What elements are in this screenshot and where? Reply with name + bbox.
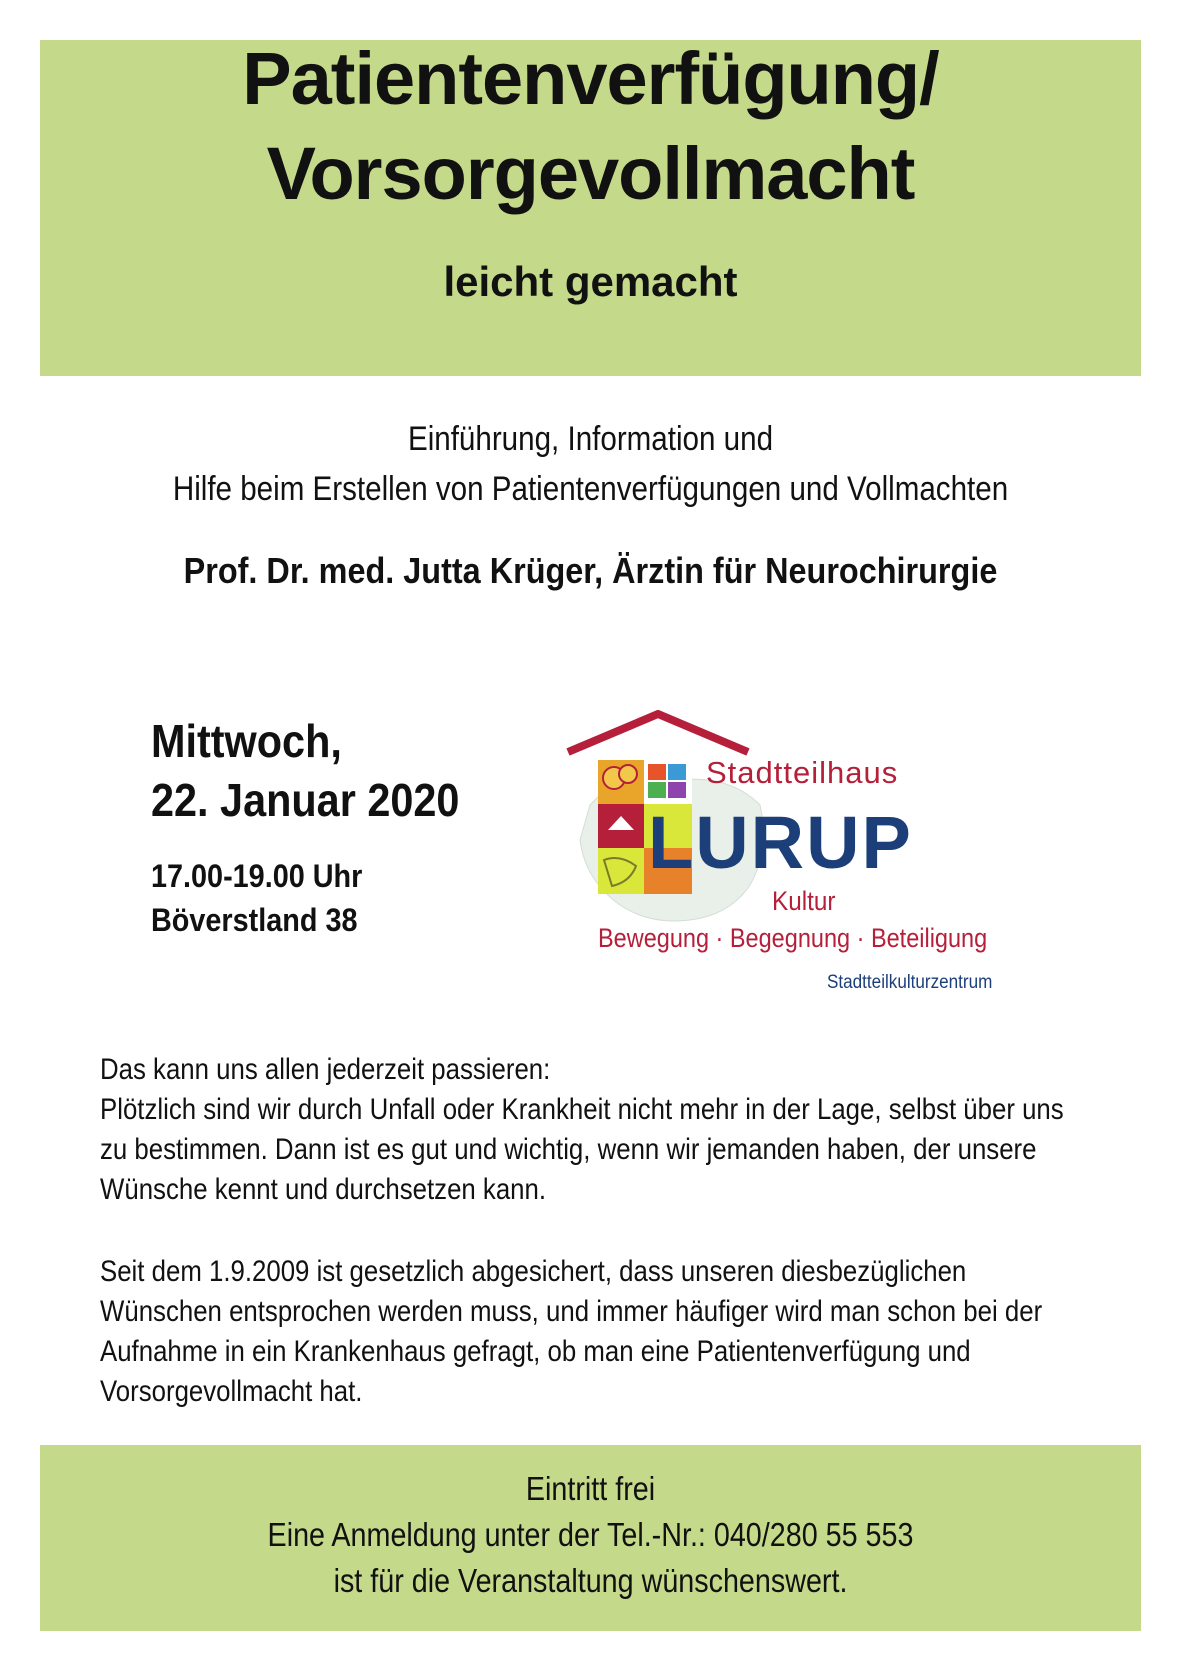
paragraph-2-line: Seit dem 1.9.2009 ist gesetzlich abgesichert, dass unseren diesbezüglichen [100, 1255, 967, 1288]
logo-name-big: LURUP [648, 801, 913, 884]
title-line-1: Patientenverfügung/ [242, 37, 939, 120]
title-line-2: Vorsorgevollmacht [266, 132, 915, 215]
logo-subline: Stadtteilkulturzentrum [827, 972, 993, 993]
intro-line-1: Einführung, Information und [407, 420, 774, 458]
subtitle: leicht gemacht [443, 258, 738, 305]
paragraph-1-line: Das kann uns allen jederzeit passieren: [100, 1053, 551, 1086]
paragraph-1-line: Wünsche kennt und durchsetzen kann. [100, 1173, 547, 1206]
paragraph-1-line: Plötzlich sind wir durch Unfall oder Krankheit nicht mehr in der Lage, selbst über uns [100, 1093, 1064, 1126]
event-date: 22. Januar 2020 [151, 774, 460, 826]
event-weekday: Mittwoch, [151, 715, 342, 767]
speaker: Prof. Dr. med. Jutta Krüger, Ärztin für Neurochirurgie [183, 550, 998, 591]
footer-admission: Eintritt frei [525, 1470, 656, 1507]
footer-note: ist für die Veranstaltung wünschenswert. [333, 1562, 848, 1599]
paragraph-2-line: Aufnahme in ein Krankenhaus gefragt, ob man eine Patientenverfügung und [100, 1335, 971, 1368]
paragraph-2 [100, 1252, 1043, 1412]
footer-registration: Eine Anmeldung unter der Tel.-Nr.: 040/280 55 553 [267, 1516, 914, 1553]
event-time: 17.00-19.00 Uhr [151, 858, 363, 894]
paragraph-1 [100, 1050, 1064, 1210]
intro-line-2: Hilfe beim Erstellen von Patientenverfügungen und Vollmachten [172, 470, 1009, 508]
stadtteilhaus-lurup-logo [560, 710, 1020, 1010]
logo-name-top: Stadtteilhaus [706, 755, 899, 790]
paragraph-2-line: Vorsorgevollmacht hat. [100, 1375, 363, 1408]
paragraph-2-line: Wünschen entsprochen werden muss, und immer häufiger wird man schon bei der [100, 1295, 1043, 1328]
event-address: Böverstland 38 [151, 902, 358, 938]
logo-kultur: Kultur [772, 886, 836, 916]
logo-tagline: Bewegung · Begegnung · Beteiligung [598, 923, 988, 953]
paragraph-1-line: zu bestimmen. Dann ist es gut und wichtig, wenn wir jemanden haben, der unsere [100, 1133, 1037, 1166]
